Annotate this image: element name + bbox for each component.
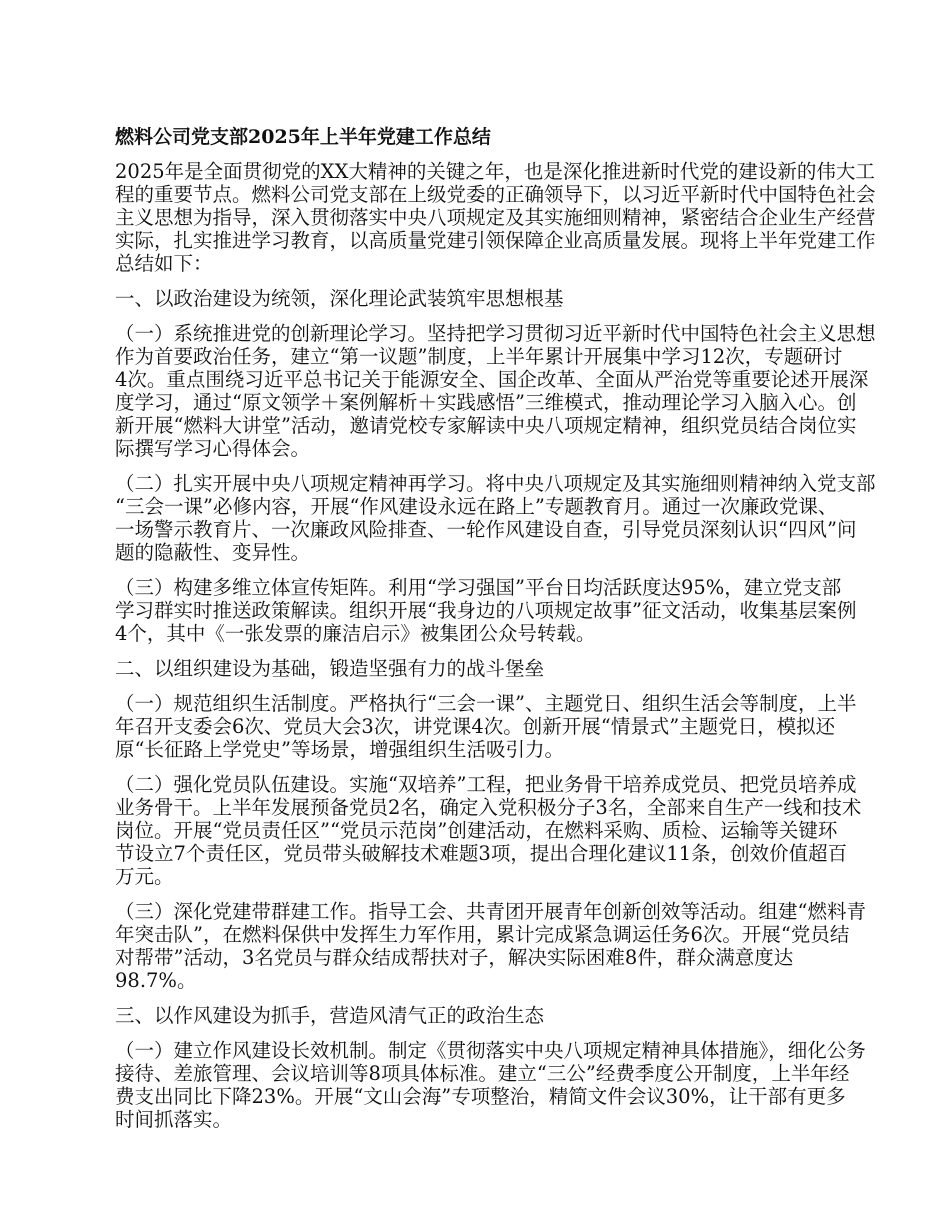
text-line: 度学习，通过“原文领学＋案例解析＋实践感悟”三维模式，推动理论学习入脑入心。创	[115, 391, 857, 414]
paragraph	[115, 472, 876, 564]
text-line: 98.7%。	[115, 969, 197, 992]
paragraph	[115, 773, 862, 888]
section-heading	[115, 1004, 845, 1027]
text-line: （二）扎实开展中央八项规定精神再学习。将中央八项规定及其实施细则精神纳入党支部	[115, 472, 876, 495]
text-line: 程的重要节点。燃料公司党支部在上级党委的正确领导下，以习近平新时代中国特色社会	[115, 183, 876, 206]
paragraph	[115, 160, 876, 275]
text-line: 一场警示教育片、一次廉政风险排查、一轮作风建设自查，引导党员深刻认识“四风”问	[115, 518, 857, 541]
text-line: （三）深化党建带群建工作。指导工会、共青团开展青年创新创效等活动。组建“燃料青	[115, 900, 866, 923]
text-line: 万元。	[115, 865, 174, 888]
text-line: 一、以政治建设为统领，深化理论武装筑牢思想根基	[115, 287, 564, 310]
text-line: 二、以组织建设为基础，锻造坚强有力的战斗堡垒	[115, 657, 545, 680]
text-line: 时间抓落实。	[115, 1108, 233, 1131]
paragraph	[115, 692, 857, 761]
document-title: 燃料公司党支部2025年上半年党建工作总结	[115, 126, 491, 148]
text-line: 4个，其中《一张发票的廉洁启示》被集团公众号转载。	[115, 622, 596, 645]
document-content	[115, 160, 876, 1131]
text-line: 4次。重点围绕习近平总书记关于能源安全、国企改革、全面从严治党等重要论述开展深	[115, 368, 869, 391]
text-line: 总结如下：	[115, 252, 213, 275]
paragraph	[115, 1039, 866, 1131]
text-line: 年召开支委会6次、党员大会3次，讲党课4次。创新开展“情景式”主题党日，模拟还	[115, 715, 836, 738]
text-line: 新开展“燃料大讲堂”活动，邀请党校专家解读中央八项规定精神，组织党员结合岗位实	[115, 414, 857, 437]
paragraph	[115, 900, 866, 992]
text-line: 作为首要政治任务，建立“第一议题”制度，上半年累计开展集中学习12次，专题研讨	[115, 345, 843, 368]
text-line: （三）构建多维立体宣传矩阵。利用“学习强国”平台日均活跃度达95%，建立党支部	[115, 576, 842, 599]
section-heading	[115, 657, 845, 680]
text-line: （二）强化党员队伍建设。实施“双培养”工程，把业务骨干培养成党员、把党员培养成	[115, 773, 857, 796]
text-line: （一）建立作风建设长效机制。制定《贯彻落实中央八项规定精神具体措施》，细化公务	[115, 1039, 866, 1062]
text-line: 2025年是全面贯彻党的XX大精神的关键之年，也是深化推进新时代党的建设新的伟大工	[115, 160, 875, 183]
paragraph	[115, 322, 876, 460]
text-line: 节设立7个责任区，党员带头破解技术难题3项，提出合理化建议11条，创效价值超百	[115, 842, 848, 865]
text-line: 接待、差旅管理、会议培训等8项具体标准。建立“三公”经费季度公开制度，上半年经	[115, 1062, 850, 1085]
text-line: 际撰写学习心得体会。	[115, 437, 311, 460]
section-heading	[115, 287, 845, 310]
text-line: 题的隐蔽性、变异性。	[115, 541, 311, 564]
text-line: 原“长征路上学党史”等场景，增强组织生活吸引力。	[115, 738, 564, 761]
text-line: （一）系统推进党的创新理论学习。坚持把学习贯彻习近平新时代中国特色社会主义思想	[115, 322, 876, 345]
text-line: 主义思想为指导，深入贯彻落实中央八项规定及其实施细则精神，紧密结合企业生产经营	[115, 206, 876, 229]
text-line: 对帮带”活动，3名党员与群众结成帮扶对子，解决实际困难8件，群众满意度达	[115, 946, 794, 969]
text-line: 实际，扎实推进学习教育，以高质量党建引领保障企业高质量发展。现将上半年党建工作	[115, 229, 876, 252]
text-line: 学习群实时推送政策解读。组织开展“我身边的八项规定故事”征文活动，收集基层案例	[115, 599, 857, 622]
text-line: 年突击队”，在燃料保供中发挥生力军作用，累计完成紧急调运任务6次。开展“党员结	[115, 923, 850, 946]
document-body	[115, 124, 876, 1143]
text-line: “三会一课”必修内容，开展“作风建设永远在路上”专题教育月。通过一次廉政党课、	[115, 495, 838, 518]
text-line: 三、以作风建设为抓手，营造风清气正的政治生态	[115, 1004, 545, 1027]
text-line: 业务骨干。上半年发展预备党员2名，确定入党积极分子3名，全部来自生产一线和技术	[115, 796, 862, 819]
text-line: 岗位。开展“党员责任区”“党员示范岗”创建活动，在燃料采购、质检、运输等关键环	[115, 819, 838, 842]
paragraph	[115, 576, 857, 645]
text-line: （一）规范组织生活制度。严格执行“三会一课”、主题党日、组织生活会等制度，上半	[115, 692, 857, 715]
text-line: 费支出同比下降23%。开展“文山会海”专项整治，精简文件会议30%，让干部有更多	[115, 1085, 846, 1108]
